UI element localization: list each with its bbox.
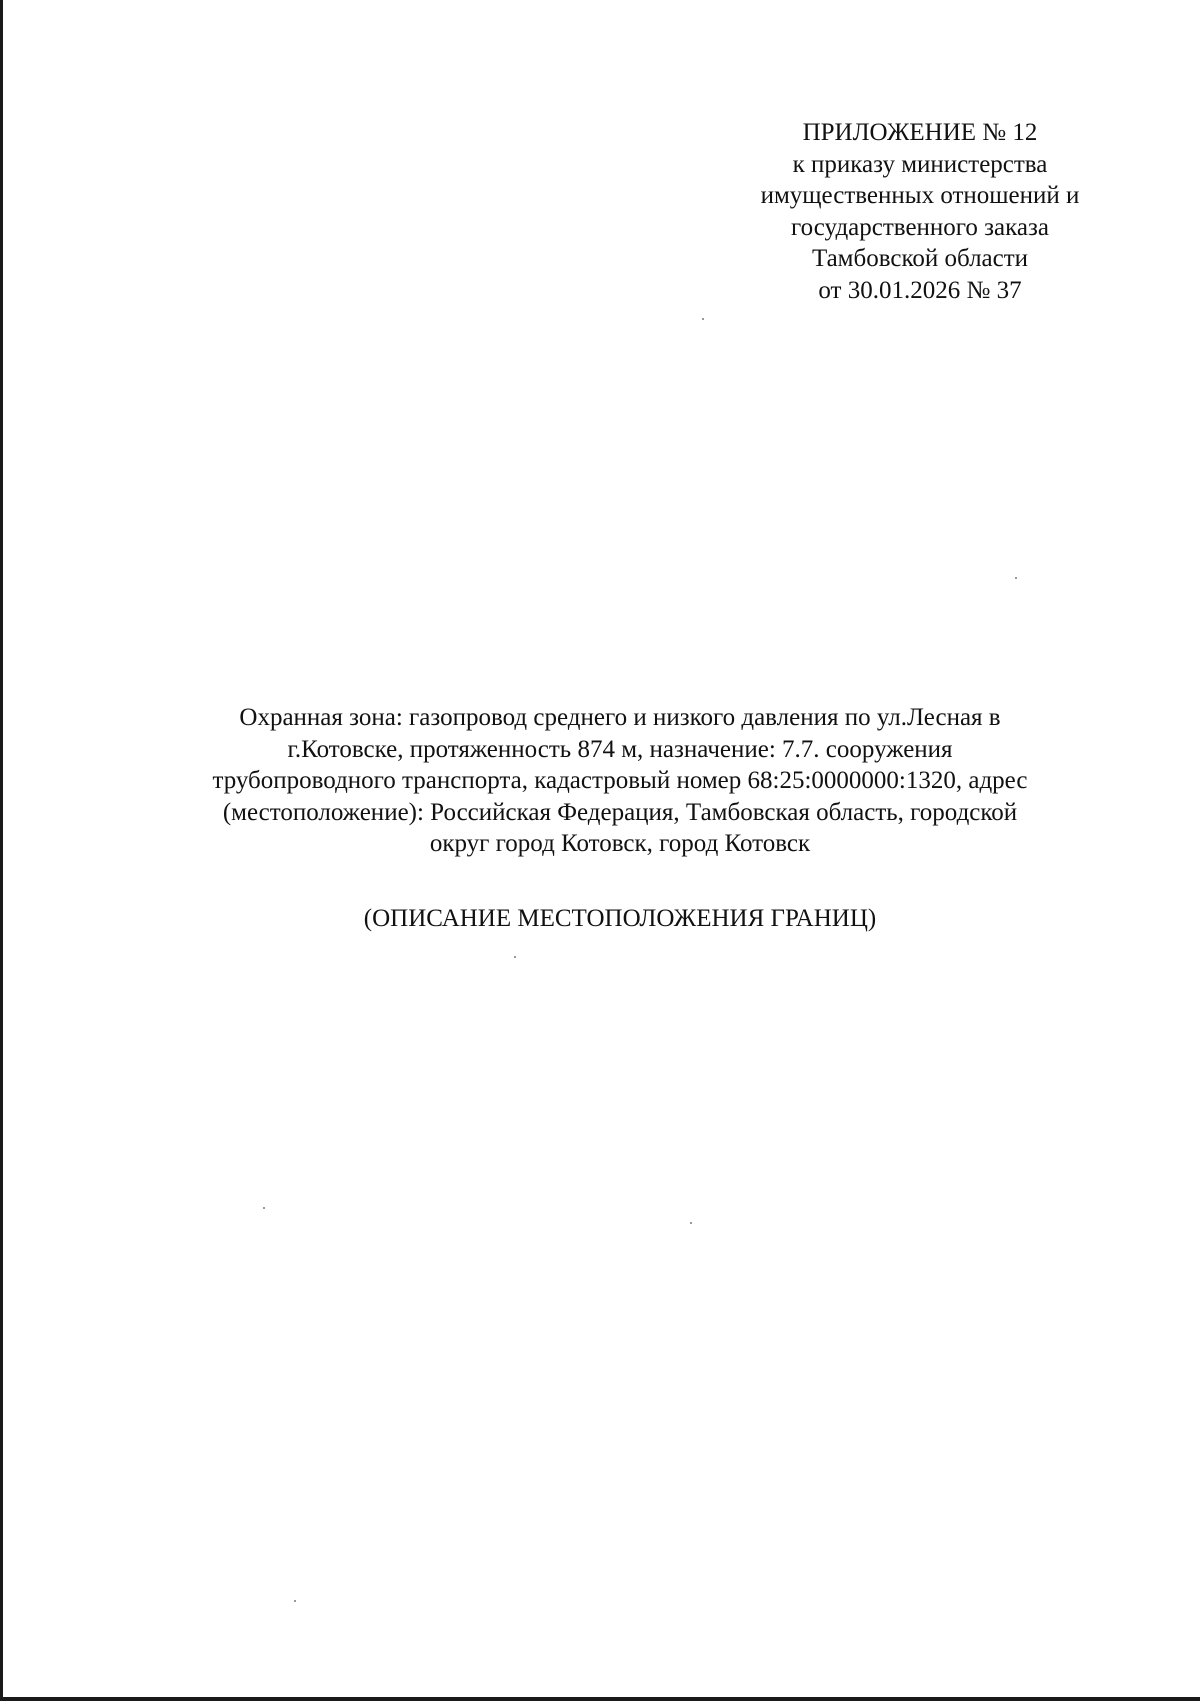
scan-speck bbox=[263, 1207, 265, 1209]
title-line-5: округ город Котовск, город Котовск bbox=[429, 830, 811, 857]
scan-speck bbox=[690, 1222, 692, 1224]
appendix-order-line: к приказу министерства bbox=[792, 150, 1048, 178]
scan-speck bbox=[702, 318, 704, 320]
appendix-number: ПРИЛОЖЕНИЕ № 12 bbox=[802, 119, 1038, 146]
scan-bottom-edge bbox=[0, 1697, 1200, 1701]
title-line-1: Охранная зона: газопровод среднего и низкого давления по ул.Лесная в bbox=[239, 704, 1001, 731]
appendix-header bbox=[700, 117, 1140, 306]
scan-speck bbox=[514, 956, 516, 958]
scan-left-edge bbox=[0, 0, 3, 1701]
scan-speck bbox=[294, 1600, 296, 1602]
scan-speck bbox=[1015, 577, 1017, 579]
appendix-ministry-line-2: государственного заказа bbox=[791, 213, 1049, 241]
title-line-3: трубопроводного транспорта, кадастровый номер 68:25:0000000:1320, адрес bbox=[212, 767, 1028, 794]
title-line-2: г.Котовске, протяженность 874 м, назначение: 7.7. сооружения bbox=[287, 735, 953, 763]
appendix-date-line: от 30.01.2026 № 37 bbox=[818, 276, 1022, 304]
title-line-4: (местоположение): Российская Федерация, Тамбовская область, городской bbox=[222, 798, 1018, 826]
document-subtitle: (ОПИСАНИЕ МЕСТОПОЛОЖЕНИЯ ГРАНИЦ) bbox=[363, 905, 877, 932]
appendix-ministry-line: имущественных отношений и bbox=[760, 182, 1080, 209]
document-title bbox=[150, 702, 1090, 860]
appendix-region-line: Тамбовской области bbox=[811, 245, 1029, 272]
